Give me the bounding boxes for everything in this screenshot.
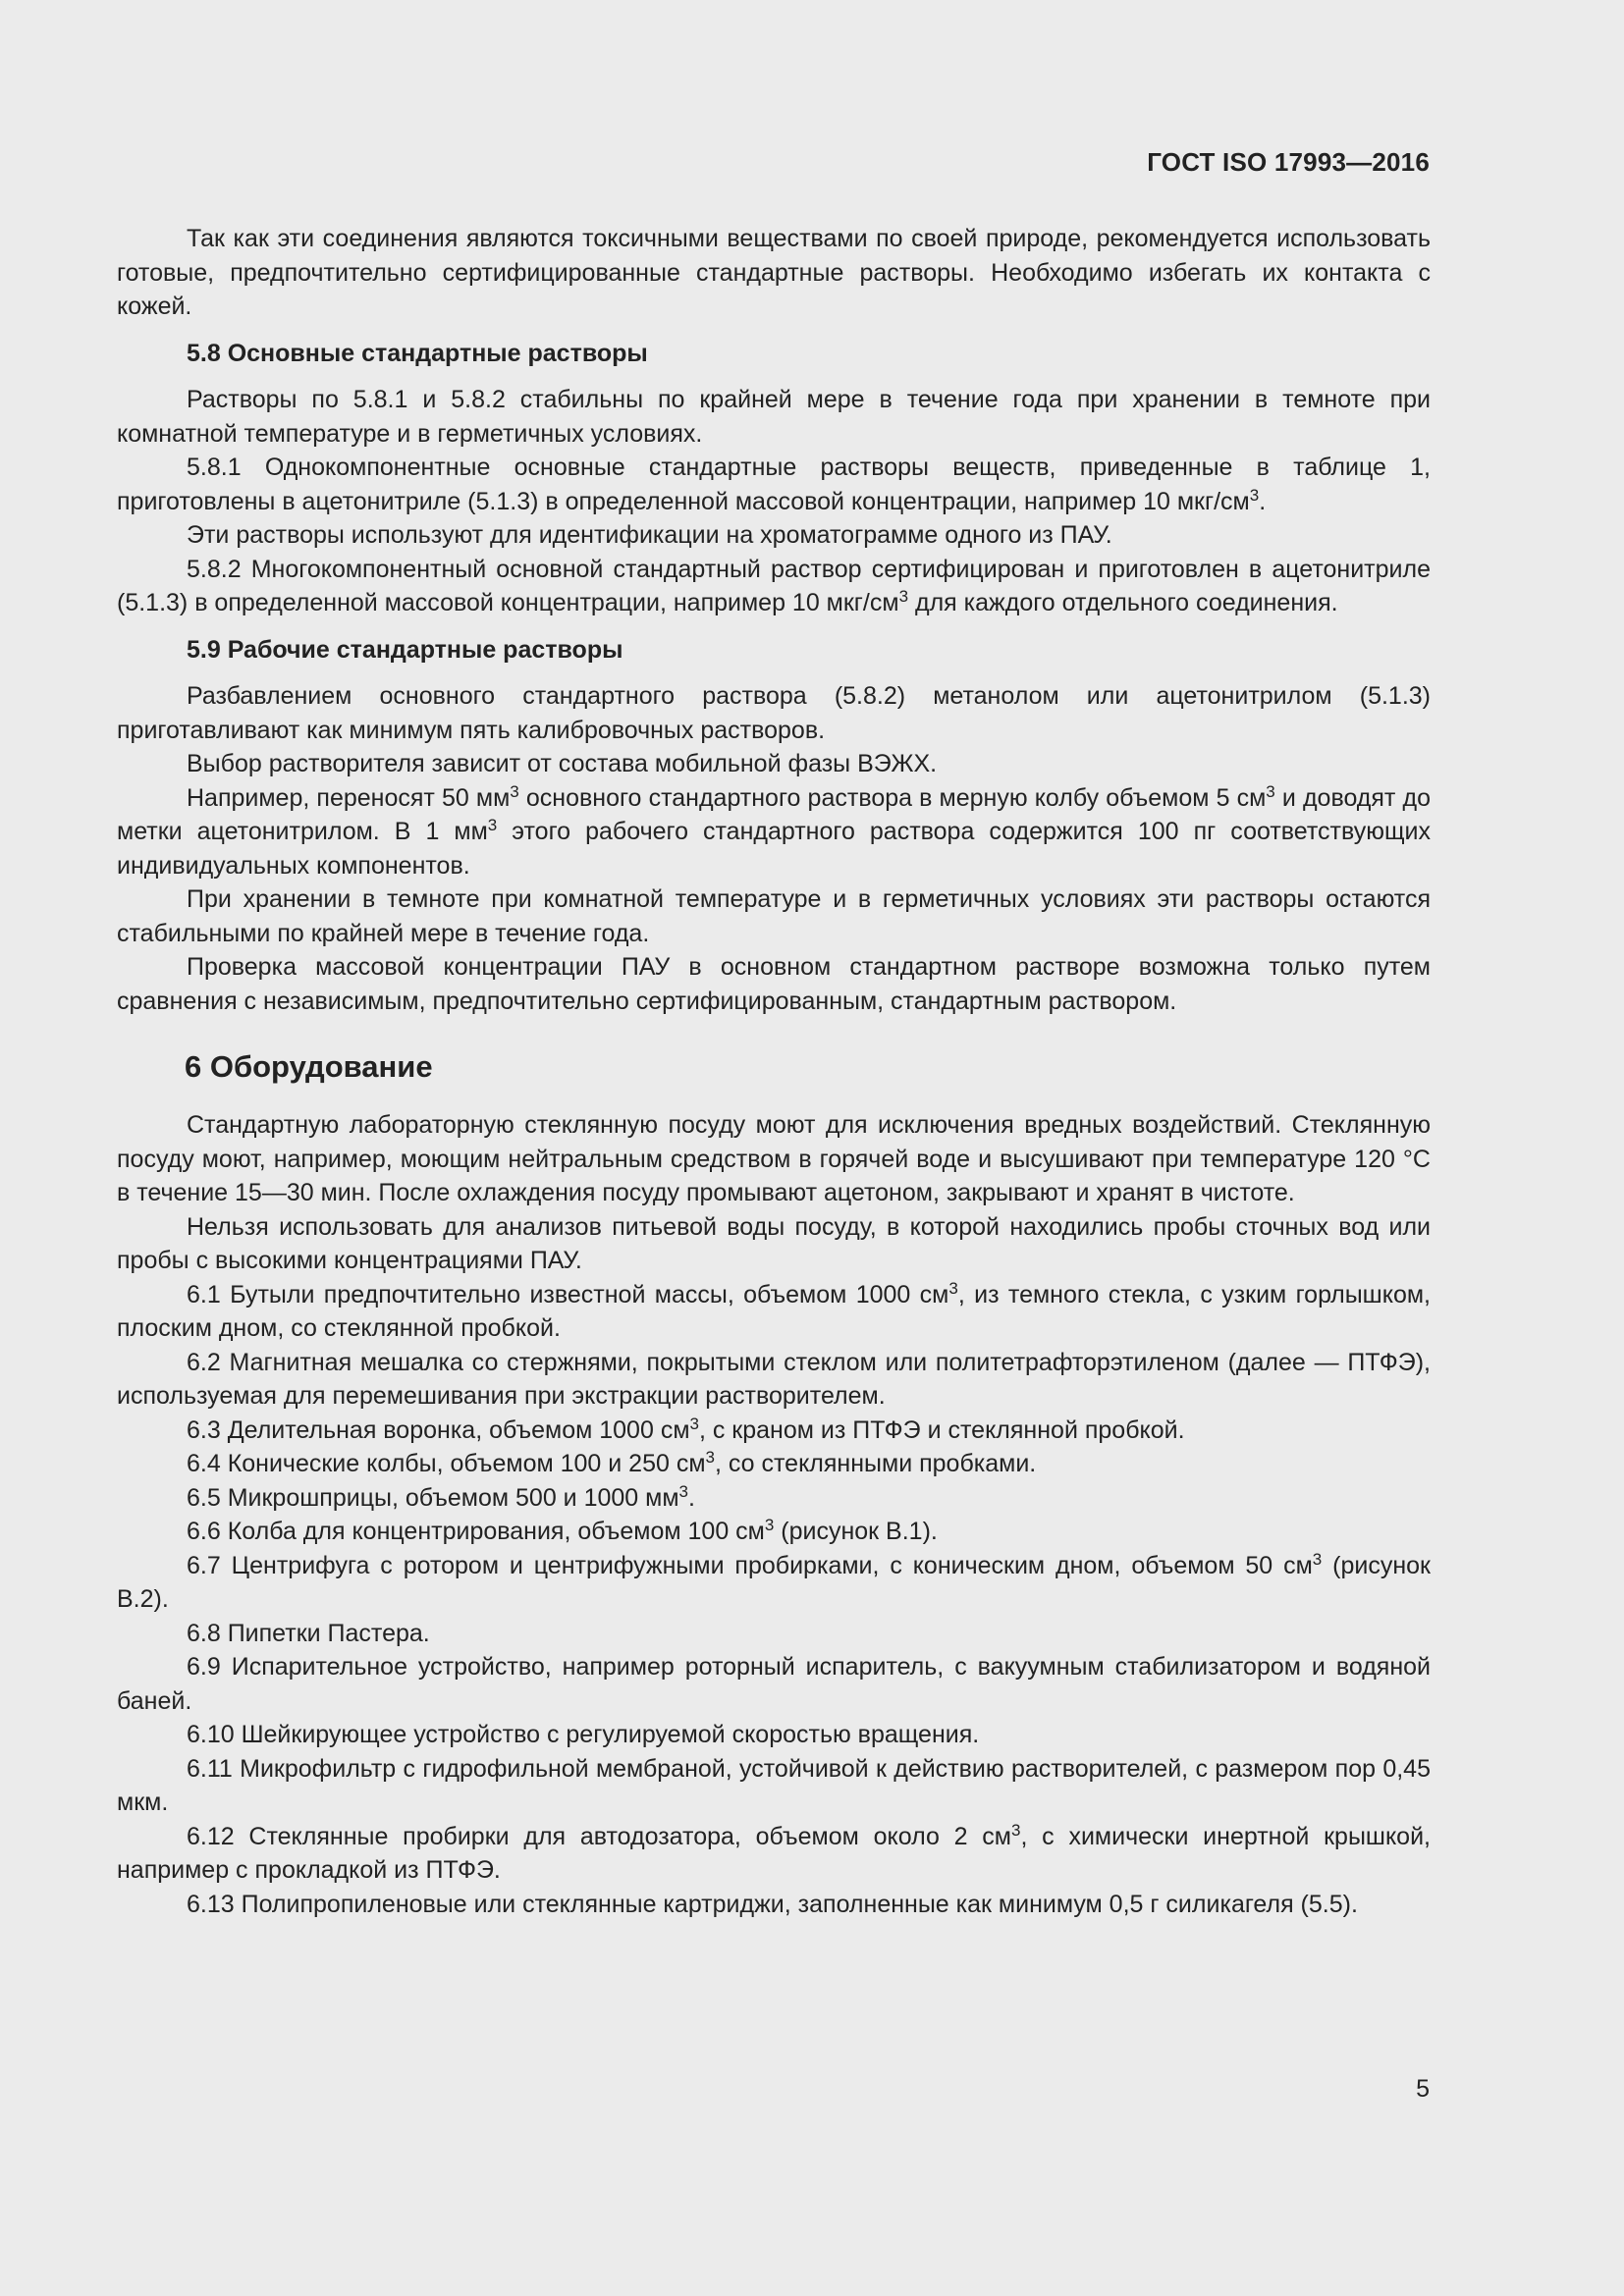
s58-paragraph-3: Эти растворы используют для идентификации на хроматограмме одного из ПАУ.	[187, 521, 1112, 549]
item-6-11: 6.11 Микрофильтр с гидрофильной мембраной, устойчивой к действию растворителей, с размером пор 0,45 мкм.	[117, 1754, 1431, 1816]
s58-paragraph-5-8-1: 5.8.1 Однокомпонентные основные стандартные растворы веществ, приведенные в таблице 1, приготовлены в ацетонитриле (5.1.3) в определенной массовой концентрации, например 10 мкг/$см^3$.	[117, 454, 1431, 515]
superscript: 3	[1249, 485, 1260, 505]
item-6-2: 6.2 Магнитная мешалка со стержнями, покрытыми стеклом или политетрафторэтиленом (далее — ПТФЭ), используемая для перемешивания при экстракции растворителем.	[117, 1348, 1431, 1410]
page-number: 5	[1416, 2075, 1430, 2103]
s59-paragraph-2: Выбор растворителя зависит от состава мобильной фазы ВЭЖХ.	[187, 750, 938, 777]
item-6-7: 6.7 Центрифуга с ротором и центрифужными пробирками, с коническим дном, объемом 50 $см^3$ (рисунок В.2).	[117, 1549, 1431, 1613]
item-6-4: 6.4 Конические колбы, объемом 100 и 250 $см^3$, со стеклянными пробками.	[187, 1448, 1037, 1477]
item-6-3: 6.3 Делительная воронка, объемом 1000 $см^3$, с краном из ПТФЭ и стеклянной пробкой.	[187, 1414, 1185, 1444]
section-5-9-title: 5.9 Рабочие стандартные растворы	[187, 635, 623, 664]
s58-paragraph-1: Растворы по 5.8.1 и 5.8.2 стабильны по крайней мере в течение года при хранении в темноте при комнатной температуре и в герметичных условиях.	[117, 386, 1431, 448]
s58-paragraph-5-8-2: 5.8.2 Многокомпонентный основной стандартный раствор сертифицирован и приготовлен в ацетонитриле (5.1.3) в определенной массовой концентрации, например 10 мкг/$см^3$ для каждого отдельного соединения.	[117, 555, 1431, 616]
s59-paragraph-1: Разбавлением основного стандартного раствора (5.8.2) метанолом или ацетонитрилом (5.1.3) приготавливают как минимум пять калибровочных растворов.	[117, 682, 1431, 744]
s6-paragraph-2: Нельзя использовать для анализов питьевой воды посуду, в которой находились пробы сточных вод или пробы с высокими концентрациями ПАУ.	[117, 1212, 1431, 1274]
item-6-6: 6.6 Колба для концентрирования, объемом 100 $см^3$ (рисунок В.1).	[187, 1516, 938, 1545]
item-6-10: 6.10 Шейкирующее устройство с регулируемой скоростью вращения.	[187, 1721, 980, 1748]
s59-paragraph-5: Проверка массовой концентрации ПАУ в основном стандартном растворе возможна только путем сравнения с независимым, предпочтительно сертифицированным, стандартным раствором.	[117, 953, 1431, 1015]
item-6-1: 6.1 Бутыли предпочтительно известной массы, объемом 1000 $см^3$, из темного стекла, с узким горлышком, плоским дном, со стеклянной пробкой.	[117, 1278, 1431, 1342]
section-6-title: 6 Оборудование	[185, 1049, 433, 1084]
page-content	[117, 222, 1431, 1921]
item-6-13: 6.13 Полипропиленовые или стеклянные картриджи, заполненные как минимум 0,5 г силикагеля (5.5).	[187, 1890, 1358, 1918]
section-5-8-title: 5.8 Основные стандартные растворы	[187, 339, 648, 367]
s6-paragraph-1: Стандартную лабораторную стеклянную посуду моют для исключения вредных воздействий. Стеклянную посуду моют, например, моющим нейтральным средством в горячей воде и высушивают при температуре 120 °С в течение 15—30 мин. После охлаждения посуду промывают ацетоном, закрывают и хранят в чистоте.	[117, 1111, 1431, 1206]
superscript: 3	[898, 587, 909, 606]
item-6-12: 6.12 Стеклянные пробирки для автодозатора, объемом около 2 $см^3$, с химически инертной крышкой, например с прокладкой из ПТФЭ.	[117, 1820, 1432, 1884]
intro-paragraph: Так как эти соединения являются токсичными веществами по своей природе, рекомендуется использовать готовые, предпочтительно сертифицированные стандартные растворы. Необходимо избегать их контакта с кожей.	[117, 225, 1431, 320]
s59-paragraph-3: Например, переносят 50 $мм^3$ основного стандартного раствора в мерную колбу объемом 5 $см^3$ и доводят до метки ацетонитрилом. В 1 $мм^3$ этого рабочего стандартного раствора содержится 100 пг соответствующих индивидуальных компонентов.	[117, 781, 1431, 880]
document-code: ГОСТ ISO 17993—2016	[1147, 147, 1430, 177]
item-6-9: 6.9 Испарительное устройство, например роторный испаритель, с вакуумным стабилизатором и водяной баней.	[117, 1653, 1431, 1715]
s59-paragraph-4: При хранении в темноте при комнатной температуре и в герметичных условиях эти растворы остаются стабильными по крайней мере в течение года.	[117, 885, 1431, 947]
item-6-5: 6.5 Микрошприцы, объемом 500 и 1000 $мм^3$.	[187, 1481, 695, 1512]
item-6-8: 6.8 Пипетки Пастера.	[187, 1619, 430, 1647]
